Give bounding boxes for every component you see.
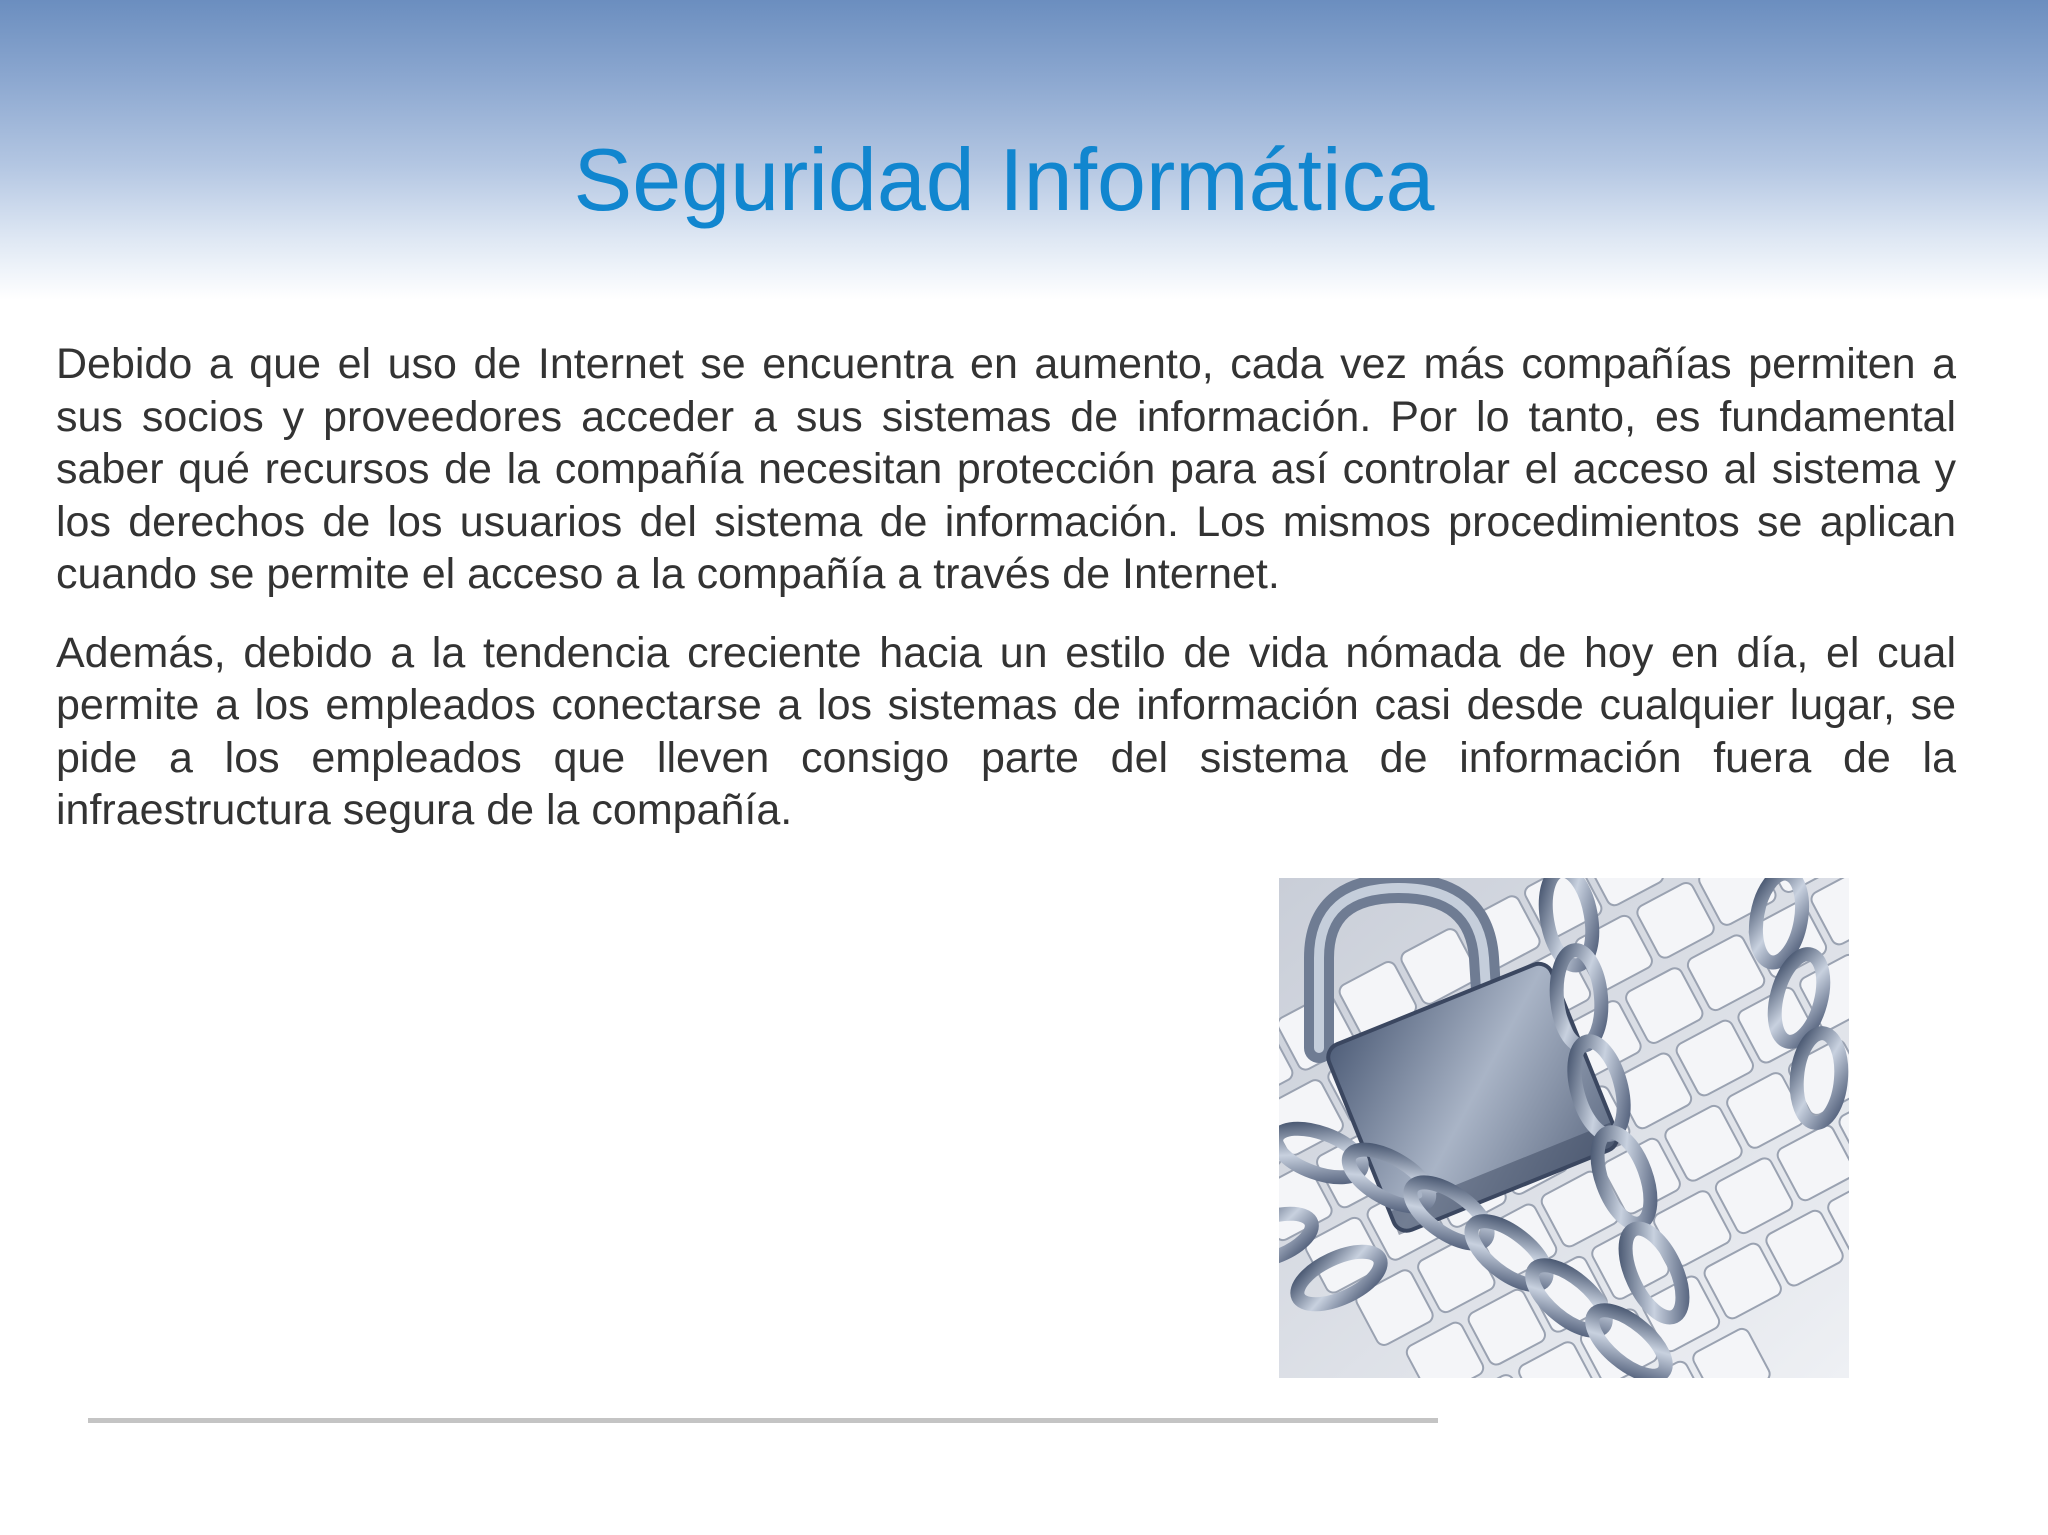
paragraph-2: Además, debido a la tendencia creciente hacia un estilo de vida nómada de hoy en día, el cual permite a los empleados conectarse a los sistemas de información casi desde cualquier lugar, se pide a los empleados que lleven consigo parte del sistema de información fuera de la infraestructura segura de la compañía. [56,628,1956,834]
footer-divider [88,1418,1438,1423]
slide-body [56,338,1956,863]
slide-title: Seguridad Informática [573,130,1435,229]
paragraph-1: Debido a que el uso de Internet se encuentra en aumento, cada vez más compañías permiten a sus socios y proveedores acceder a sus sistemas de información. Por lo tanto, es fundamental saber qué recursos de la compañía necesitan protección para así controlar el acceso al sistema y los derechos de los usuarios del sistema de información. Los mismos procedimientos se aplican cuando se permite el acceso a la compañía a través de Internet. [56,340,1956,598]
padlock-chain-keyboard-icon [1279,878,1849,1378]
